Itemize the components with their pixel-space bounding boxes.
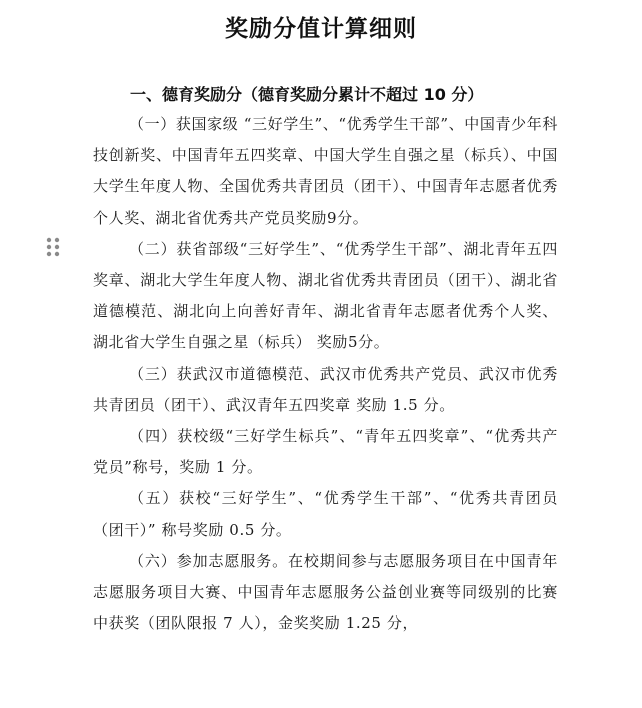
paragraph-5: （五）获校“三好学生”、“优秀学生干部”、“优秀共青团员（团干）” 称号奖励 0.5 分。: [93, 489, 558, 539]
document-body: [93, 109, 558, 639]
paragraph-3: （三）获武汉市道德模范、武汉市优秀共产党员、武汉市优秀共青团员（团干）、武汉青年五四奖章 奖励 1.5 分。: [93, 364, 558, 414]
document-title: 奖励分值计算细则: [225, 16, 417, 42]
drag-handle-icon[interactable]: [45, 236, 61, 258]
section-heading: 一、德育奖励分（德育奖励分累计不超过 10 分）: [130, 85, 484, 104]
paragraph-1: （一）获国家级 “三好学生”、“优秀学生干部”、中国青少年科技创新奖、中国青年五四奖章、中国大学生自强之星（标兵）、中国大学生年度人物、全国优秀共青团员（团干）、中国青年志愿者优秀个人奖、湖北省优秀共产党员奖励9分。: [93, 115, 558, 227]
paragraph-6: （六）参加志愿服务。在校期间参与志愿服务项目在中国青年志愿服务项目大赛、中国青年志愿服务公益创业赛等同级别的比赛中获奖（团队限报 7 人），金奖奖励 1.25 分，: [93, 551, 558, 633]
paragraph-2: （二）获省部级“三好学生”、“优秀学生干部”、湖北青年五四奖章、湖北大学生年度人物、湖北省优秀共青团员（团干）、湖北省道德模范、湖北向上向善好青年、湖北省青年志愿者优秀个人奖、湖北省大学生自强之星（标兵） 奖励5分。: [93, 239, 558, 352]
paragraph-4: （四）获校级“三好学生标兵”、“青年五四奖章”、“优秀共产党员”称号，奖励 1 分。: [93, 427, 558, 477]
